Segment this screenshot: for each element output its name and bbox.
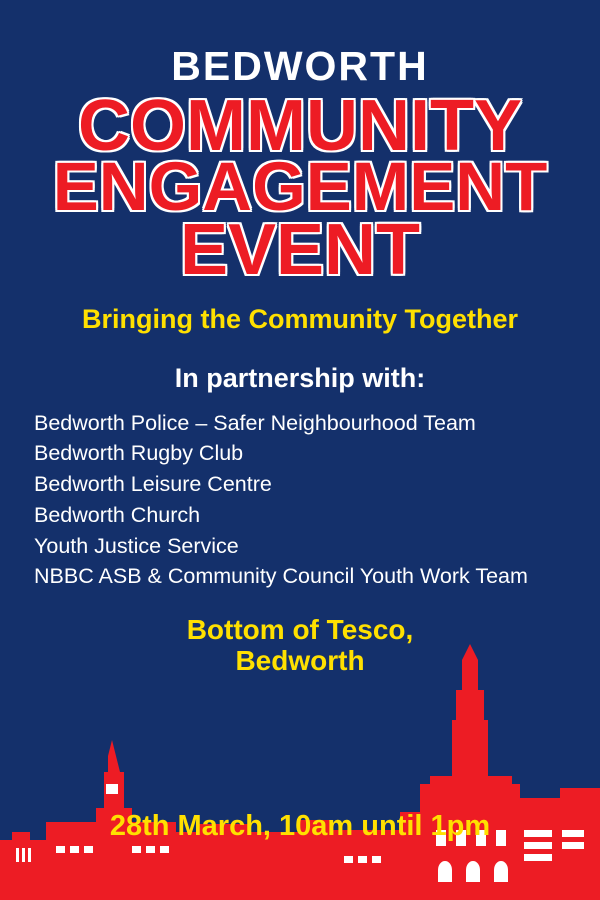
list-item: Bedworth Rugby Club xyxy=(34,441,244,466)
list-item: NBBC ASB & Community Council Youth Work Team xyxy=(34,564,528,589)
headline-line-2: ENGAGEMENT xyxy=(52,148,548,226)
list-item: Bedworth Church xyxy=(34,502,201,527)
venue-location xyxy=(0,614,600,677)
list-item: Bedworth Leisure Centre xyxy=(34,472,272,497)
venue-line-1: Bottom of Tesco, xyxy=(186,614,414,646)
town-title: BEDWORTH xyxy=(171,43,429,89)
list-item: Bedworth Police – Safer Neighbourhood Team xyxy=(34,410,476,435)
venue-line-2: Bedworth xyxy=(235,645,365,677)
event-datetime: 28th March, 10am until 1pm xyxy=(109,810,491,842)
partners-heading: In partnership with: xyxy=(174,362,426,393)
partners-list xyxy=(0,408,600,592)
headline-line-1: COMMUNITY xyxy=(78,86,522,166)
headline-line-3: EVENT xyxy=(179,209,421,290)
tagline: Bringing the Community Together xyxy=(82,303,518,334)
page-title xyxy=(0,86,600,290)
list-item: Youth Justice Service xyxy=(34,533,239,558)
